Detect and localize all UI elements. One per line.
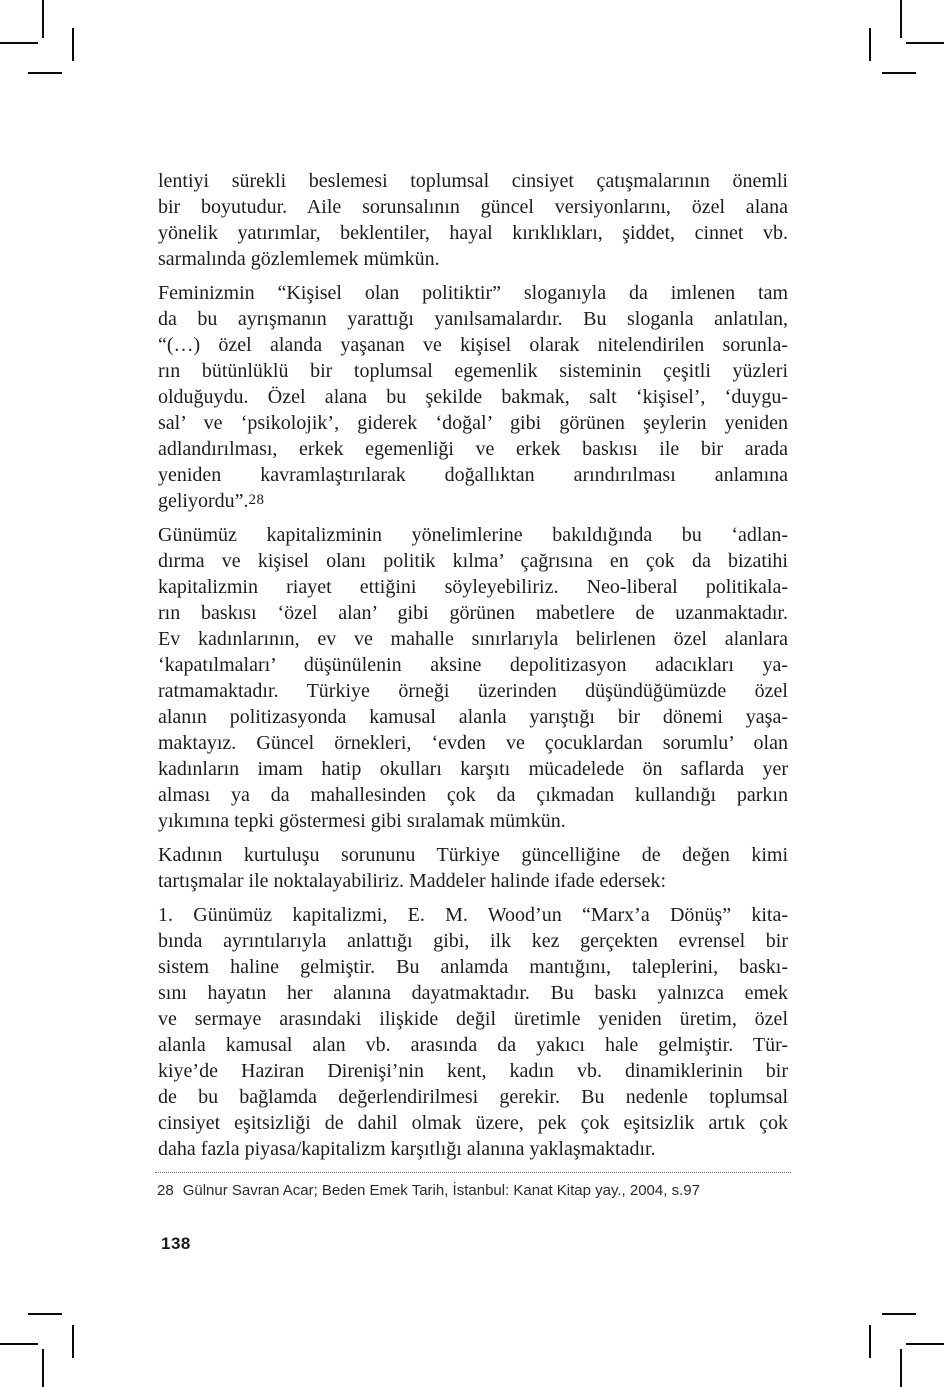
crop-mark-top-left-vertical-inner (72, 28, 74, 61)
crop-mark-bottom-left-vertical-inner (72, 1325, 74, 1358)
body-paragraph-5: 1. Günümüz kapitalizmi, E. M. Wood’un “Marx’a Dönüş” kita- bında ayrıntılarıyla anlattığı gibi, ilk kez gerçekten evrensel bir sistem haline gelmiştir. Bu anlamda mantığını, taleplerini, baskı- sını hayatın her alanına dayatmaktadır. Bu baskı yalnızca emek ve sermaye arasındaki ilişkide değil üretimle yeniden üretim, özel alanla kamusal alan vb. arasında da yakıcı hale gelmiştir. Tür- kiye’de Haziran Direnişi’nin kent, kadın vb. dinamiklerinin bir de bu bağlamda değerlendirilmesi gerekir. Bu nedenle toplumsal cinsiyet eşitsizliği de dahil olmak üzere, pek çok eşitsizlik artık çok daha fazla piyasa/kapitalizm karşıtlığı alanına yaklaşmaktadır. (158, 904, 788, 1160)
body-paragraph-1: lentiyi sürekli beslemesi toplumsal cinsiyet çatışmalarının önemli bir boyutudur. Aile sorunsalının güncel versiyonlarını, özel alana yönelik yatırımlar, beklentiler, hayal kırıklıkları, şiddet, cinnet vb. sarmalında gözlemlemek mümkün. (158, 170, 788, 270)
footnote-divider (155, 1172, 791, 1173)
footnote-text: Gülnur Savran Acar; Beden Emek Tarih, İstanbul: Kanat Kitap yay., 2004, s.97 (182, 1182, 700, 1199)
crop-mark-bottom-left-vertical-outer (42, 1349, 44, 1387)
page-number: 138 (161, 1234, 191, 1253)
footnote (157, 1181, 791, 1201)
footnote-number: 28 (157, 1182, 174, 1199)
crop-mark-bottom-right-horizontal-inner (882, 1313, 916, 1315)
crop-mark-top-right-vertical-outer (900, 0, 902, 38)
crop-mark-bottom-left-horizontal-outer (0, 1343, 38, 1345)
body-paragraph-2: Feminizmin “Kişisel olan politiktir” sloganıyla da imlenen tam da bu ayrışmanın yarattığı yanılsamalardır. Bu sloganla anlatılan, “(…) özel alanda yaşanan ve kişisel olarak nitelendirilen sorunla- rın bütünlüklü bir toplumsal egemenlik sisteminin çeşitli yüzleri olduğuydu. Özel alana bu şekilde bakmak, salt ‘kişisel’, ‘duygu- sal’ ve ‘psikolojik’, giderek ‘doğal’ gibi görünen şeylerin yeniden adlandırılması, erkek egemenliği ve erkek baskısı ile bir arada yeniden kavramlaştırılarak doğallıktan arındırılması anlamına geliyordu”.$^{28}$ (158, 282, 788, 512)
crop-mark-top-left-vertical-outer (42, 0, 44, 38)
crop-mark-bottom-right-vertical-outer (900, 1349, 902, 1387)
crop-mark-bottom-left-horizontal-inner (28, 1313, 62, 1315)
crop-mark-top-right-vertical-inner (869, 28, 871, 61)
body-paragraph-4: Kadının kurtuluşu sorununu Türkiye güncelliğine de değen kimi tartışmalar ile noktalayabiliriz. Maddeler halinde ifade edersek: (158, 844, 788, 892)
crop-mark-top-left-horizontal-outer (0, 42, 38, 44)
body-paragraph-3: Günümüz kapitalizminin yönelimlerine bakıldığında bu ‘adlan- dırma ve kişisel olanı politik kılma’ çağrısına en çok da bizatihi kapitalizmin riayet ettiğini söyleyebiliriz. Neo-liberal politikala- rın baskısı ‘özel alan’ gibi görünen mabetlere de uzanmaktadır. Ev kadınlarının, ev ve mahalle sınırlarıyla belirlenen özel alanlara ‘kapatılmaları’ düşünülenin aksine depolitizasyon adacıkları ya- ratmamaktadır. Türkiye örneği üzerinden düşündüğümüzde özel alanın politizasyonda kamusal alanla yarıştığı bir dönemi yaşa- maktayız. Güncel örnekleri, ‘evden ve çocuklardan sorumlu’ olan kadınların imam hatip okulları karşıtı mücadelede ön saflarda yer alması ya da mahallesinden çok da çıkmadan kullandığı parkın yıkımına tepki göstermesi gibi sıralamak mümkün. (158, 524, 788, 832)
crop-mark-top-right-horizontal-inner (882, 72, 916, 74)
crop-mark-top-left-horizontal-inner (28, 72, 62, 74)
crop-mark-top-right-horizontal-outer (906, 42, 944, 44)
page-text-block (158, 168, 788, 1162)
crop-mark-bottom-right-vertical-inner (869, 1325, 871, 1358)
crop-mark-bottom-right-horizontal-outer (906, 1343, 944, 1345)
